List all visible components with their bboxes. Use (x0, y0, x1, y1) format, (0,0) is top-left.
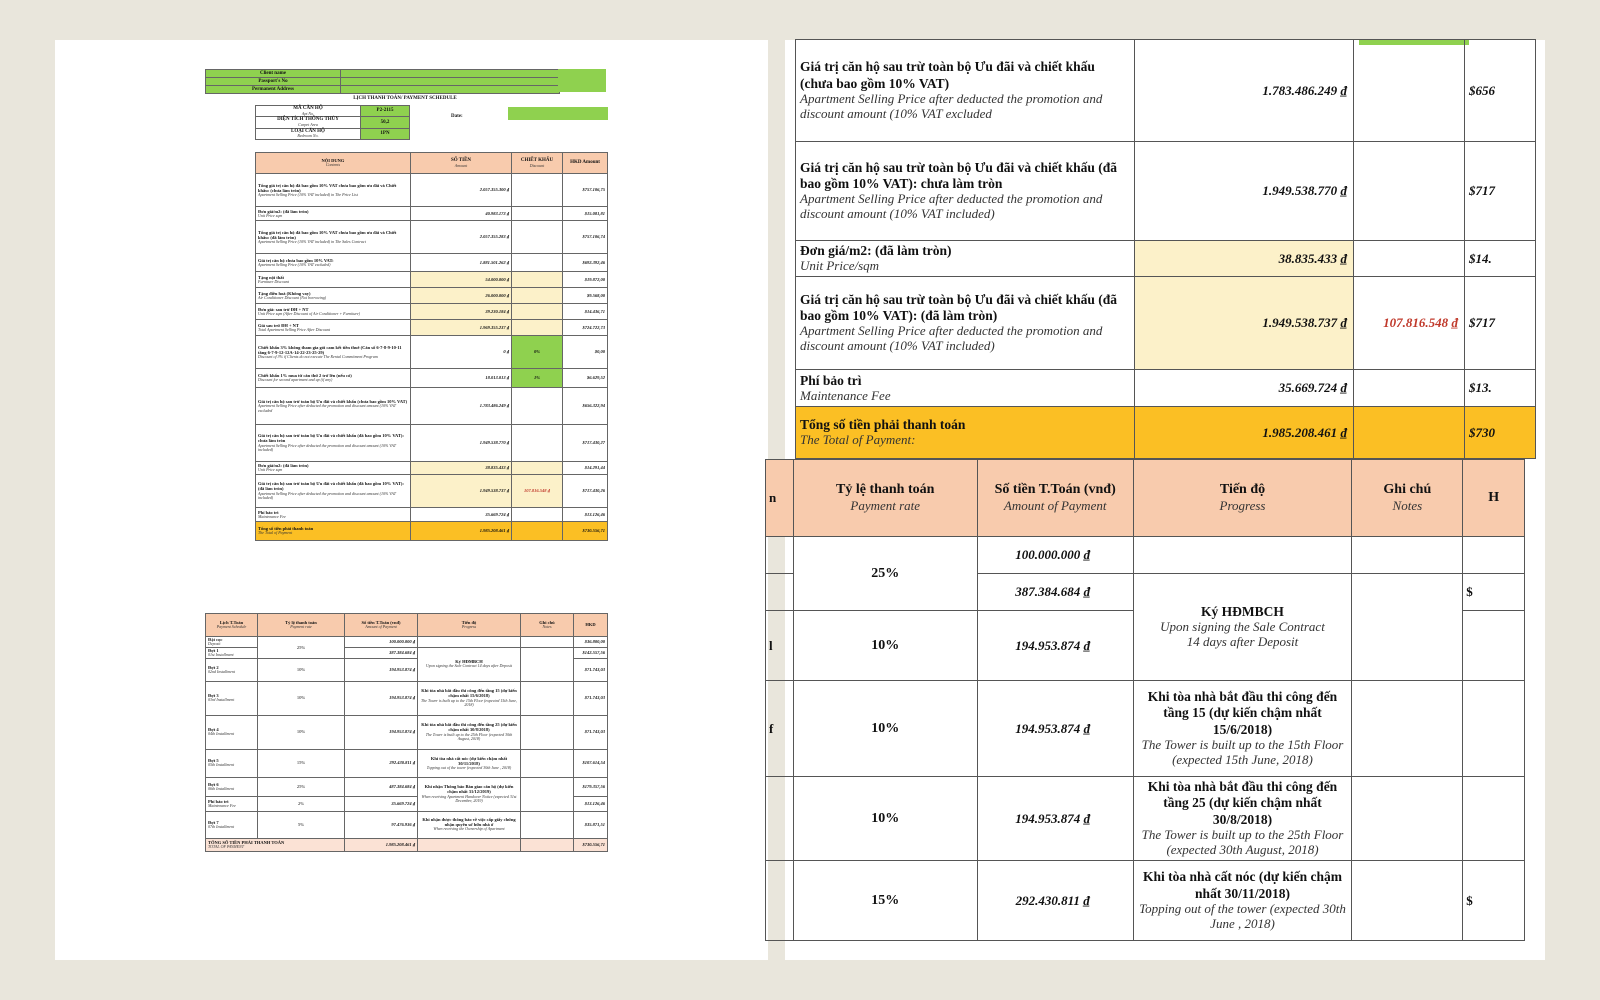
summary-discount (512, 221, 563, 254)
summary-row (256, 336, 608, 369)
summary-discount (512, 272, 563, 288)
pay-rate: 15% (258, 749, 345, 777)
apt-no-value: P2-2115 (361, 106, 410, 117)
zoom-summary-discount: 107.816.548 ₫ (1354, 277, 1465, 370)
zoom-summary-description: Tổng số tiền phải thanh toán The Total of Payment: (796, 407, 1135, 459)
summary-discount (512, 174, 563, 207)
summary-description: Giá sau trừ ĐH + NT Total Apartment Selling Price After Discount (256, 320, 411, 336)
pay-rate: 25% (258, 777, 345, 796)
summary-hkd: $656.322,94 (563, 388, 608, 425)
summary-header-hkd: HKD Amount (563, 153, 608, 174)
pay-header-schedule: Lịch T.Toán Payment Schedule (206, 614, 258, 637)
pay-amount: 100.000.000 ₫ (345, 637, 418, 648)
summary-row (256, 425, 608, 462)
date-label: Date: (451, 114, 463, 119)
summary-amount: 40.983.173 ₫ (411, 207, 512, 221)
zoom-pay-rate: 10% (793, 611, 977, 681)
pay-amount: 292.430.811 ₫ (345, 749, 418, 777)
pay-progress: Khi tòa nhà cất nóc (dự kiến chậm nhất 30/11/2018) Topping out of the tower (expected 30th June , 2018) (418, 749, 521, 777)
zoom-header-hkd: H (1463, 460, 1525, 537)
zoom-pay-progress (1133, 537, 1352, 574)
summary-row (256, 221, 608, 254)
zoom-pay-notes (1352, 861, 1463, 941)
zoomed-sheet-photo (769, 40, 1545, 960)
pay-row-3 (206, 681, 608, 715)
zoom-summary-description: Giá trị căn hộ sau trừ toàn bộ Ưu đãi và chiết khấu (chưa bao gồm 10% VAT) Apartment Selling Price after deducted the promotion and discount amount (10% VAT excluded (796, 40, 1135, 142)
zoom-summary-amount: 1.783.486.249 ₫ (1135, 40, 1354, 142)
summary-hkd: $15.081,81 (563, 207, 608, 221)
pay-rate: 25% (258, 637, 345, 659)
summary-hkd: $14.436,71 (563, 304, 608, 320)
zoom-pay-amount: 194.953.874 ₫ (977, 777, 1133, 861)
zoom-pay-row-3 (766, 681, 1525, 777)
pay-row-6 (206, 777, 608, 796)
summary-hkd: $757.106,75 (563, 174, 608, 207)
zoom-summary-hkd: $717 (1465, 142, 1536, 241)
pay-notes (521, 681, 574, 715)
pay-progress: Khi nhận Thông báo Bàn giao căn hộ (dự kiến chậm nhất 31/12/2019) When receiving Apartment Handover Notice (expected 31st December, 2019) (418, 777, 521, 811)
summary-row (256, 174, 608, 207)
pay-hkd: $71.743,03 (574, 681, 608, 715)
zoom-pay-notes (1352, 537, 1463, 574)
pay-row-7 (206, 811, 608, 838)
apartment-info-table (255, 105, 410, 140)
zoom-pay-progress: Ký HĐMBCH Upon signing the Sale Contract 14 days after Deposit (1133, 574, 1352, 681)
zoom-cut-header: n (766, 460, 794, 537)
pay-row-label: Đợt 4 04th Installment (206, 715, 258, 749)
zoom-summary-description: Giá trị căn hộ sau trừ toàn bộ Ưu đãi và chiết khấu (đã bao gồm 10% VAT): (đã làm tròn) Apartment Selling Price after deducted the promotion and discount amount (10% VAT included) (796, 277, 1135, 370)
summary-amount: 38.835.433 ₫ (411, 462, 512, 475)
summary-description: Giá trị căn hộ sau trừ toàn bộ Ưu đãi và chiết khấu (đã bao gồm 10% VAT): chưa làm tròn Apartment Selling Price after deducted the promotion and discount amount (10% VAT included) (256, 425, 411, 462)
summary-hkd: $19.872,00 (563, 272, 608, 288)
pay-total-row (206, 838, 608, 851)
zoom-summary-row (796, 370, 1536, 407)
zoom-header-rate: Tỷ lệ thanh toán Payment rate (793, 460, 977, 537)
summary-hkd: $13.126,46 (563, 508, 608, 522)
pay-rate: 10% (258, 658, 345, 681)
pay-amount: 194.953.874 ₫ (345, 681, 418, 715)
summary-discount (512, 522, 563, 541)
zoom-header-amount: Số tiền T.Toán (vnđ) Amount of Payment (977, 460, 1133, 537)
bedroom-label: LOẠI CĂN HỘ Bedroom No. (256, 128, 361, 139)
summary-row (256, 254, 608, 272)
summary-amount: 2.057.355.283 ₫ (411, 221, 512, 254)
summary-amount: 2.057.355.300 ₫ (411, 174, 512, 207)
summary-description: Đơn giá/m2: (đã làm tròn) Unit Price sqm (256, 462, 411, 475)
client-info-highlight (558, 69, 606, 92)
zoom-summary-amount: 1.949.538.737 ₫ (1135, 277, 1354, 370)
pay-notes (521, 749, 574, 777)
summary-hkd: $692.392,46 (563, 254, 608, 272)
summary-description: Tặng điều hoà (Không vay) Air Conditioner Discount (Not borrowing) (256, 288, 411, 304)
zoom-summary-amount: 1.949.538.770 ₫ (1135, 142, 1354, 241)
summary-row (256, 462, 608, 475)
zoom-summary-row (796, 241, 1536, 277)
pay-row-4 (206, 715, 608, 749)
pay-hkd: $142.557,56 (574, 647, 608, 658)
schedule-title: LỊCH THANH TOÁN/ PAYMENT SCHEDULE (353, 96, 457, 101)
summary-description: Tặng nội thất Furniture Discount (256, 272, 411, 288)
summary-amount: 0 ₫ (411, 336, 512, 369)
pay-rate: 10% (258, 715, 345, 749)
pay-row-deposit (206, 637, 608, 648)
summary-hkd: $9.568,00 (563, 288, 608, 304)
carpet-area-value: 50,2 (361, 117, 410, 128)
pay-total-progress (418, 838, 521, 851)
zoom-summary-hkd: $656 (1465, 40, 1536, 142)
summary-header-discount: CHIẾT KHẤU Discount (512, 153, 563, 174)
zoom-summary-discount (1354, 40, 1465, 142)
pay-header-rate: Tỷ lệ thanh toán Payment rate (258, 614, 345, 637)
zoom-header-notes: Ghi chú Notes (1352, 460, 1463, 537)
pay-amount: 194.953.874 ₫ (345, 658, 418, 681)
summary-row (256, 508, 608, 522)
summary-row (256, 475, 608, 508)
pay-row-label: Đặt cọc Deposit (206, 637, 258, 648)
pay-total-amount: 1.985.208.461 ₫ (345, 838, 418, 851)
pay-header-notes: Ghi chú Notes (521, 614, 574, 637)
address-value (341, 86, 560, 94)
summary-amount: 1.969.355.237 ₫ (411, 320, 512, 336)
address-label: Permanent Address (206, 86, 341, 94)
summary-hkd: $730.556,71 (563, 522, 608, 541)
zoom-summary-row (796, 40, 1536, 142)
zoom-cut-cell (766, 777, 794, 861)
pay-total-label: TỔNG SỐ TIỀN PHẢI THANH TOÁN TOTAL OF PAYMENT (206, 838, 345, 851)
summary-description: Giá trị căn hộ sau trừ toàn bộ Ưu đãi và chiết khấu (chưa bao gồm 10% VAT) Apartment Selling Price after deducted the promotion and discount amount (10% VAT excluded (256, 388, 411, 425)
zoom-pay-amount: 292.430.811 ₫ (977, 861, 1133, 941)
date-value-box (508, 107, 608, 120)
zoom-pay-rate: 10% (793, 777, 977, 861)
zoom-summary-row (796, 142, 1536, 241)
summary-hkd: $717.430,27 (563, 425, 608, 462)
summary-description: Đơn giá/m2: (đã làm tròn) Unit Price sqm (256, 207, 411, 221)
summary-amount: 39.230.184 ₫ (411, 304, 512, 320)
pay-hkd: $13.126,46 (574, 796, 608, 811)
pay-header-hkd: HKD (574, 614, 608, 637)
passport-label: Passport's No (206, 78, 341, 86)
zoom-pay-amount: 387.384.684 ₫ (977, 574, 1133, 611)
zoom-cut-cell: l (766, 611, 794, 681)
pay-row-label: Đợt 6 06th Installment (206, 777, 258, 796)
pay-row-label: Đợt 1 01st Installment (206, 647, 258, 658)
client-info-table (205, 69, 560, 94)
pay-amount: 487.384.684 ₫ (345, 777, 418, 796)
price-summary-table (255, 152, 608, 541)
zoom-summary-hkd: $717 (1465, 277, 1536, 370)
summary-row (256, 388, 608, 425)
pay-row-label: Phí bảo trì Maintenance Fee (206, 796, 258, 811)
zoom-summary-description: Giá trị căn hộ sau trừ toàn bộ Ưu đãi và chiết khấu (đã bao gồm 10% VAT): chưa làm tròn Apartment Selling Price after deducted the promotion and discount amount (10% VAT included) (796, 142, 1135, 241)
pay-hkd: $36.800,00 (574, 637, 608, 648)
pay-progress (418, 637, 521, 648)
pay-total-hkd: $730.556,71 (574, 838, 608, 851)
zoom-summary-description: Phí bảo trì Maintenance Fee (796, 370, 1135, 407)
carpet-area-label: DIỆN TÍCH THÔNG THỦY Carpet Area (256, 117, 361, 128)
zoom-summary-discount (1354, 241, 1465, 277)
summary-hkd: $0,00 (563, 336, 608, 369)
client-name-value (341, 70, 560, 78)
pay-hkd: $107.614,54 (574, 749, 608, 777)
pay-notes (521, 811, 574, 838)
apt-no-label: MÃ CĂN HỘ Apt No. (256, 106, 361, 117)
zoom-summary-amount: 35.669.724 ₫ (1135, 370, 1354, 407)
summary-amount: 35.669.724 ₫ (411, 508, 512, 522)
summary-amount: 1.783.486.249 ₫ (411, 388, 512, 425)
summary-row (256, 320, 608, 336)
summary-discount: 1% (512, 369, 563, 388)
pay-amount: 35.669.724 ₫ (345, 796, 418, 811)
zoom-pay-hkd: $ (1463, 861, 1525, 941)
zoom-pay-hkd (1463, 777, 1525, 861)
summary-discount: 0% (512, 336, 563, 369)
summary-discount (512, 288, 563, 304)
pay-rate: 10% (258, 681, 345, 715)
summary-hkd: $757.106,74 (563, 221, 608, 254)
zoom-summary-row (796, 277, 1536, 370)
summary-discount (512, 254, 563, 272)
zoom-cut-cell (766, 574, 794, 611)
summary-amount: 1.949.538.737 ₫ (411, 475, 512, 508)
zoom-summary-discount (1354, 142, 1465, 241)
zoom-pay-rate: 25% (793, 537, 977, 611)
zoom-pay-hkd: $ (1463, 574, 1525, 611)
summary-description: Chiết khấu 1% mua từ căn thứ 2 trở lên (nếu có) Discount for second apartment and up (if any) (256, 369, 411, 388)
pay-rate: 5% (258, 811, 345, 838)
summary-discount (512, 320, 563, 336)
summary-row (256, 369, 608, 388)
summary-discount (512, 207, 563, 221)
pay-hkd: $71.743,03 (574, 715, 608, 749)
summary-amount: 54.000.000 ₫ (411, 272, 512, 288)
pay-row-label: Đợt 3 03rd Installment (206, 681, 258, 715)
zoom-header-progress: Tiến độ Progress (1133, 460, 1352, 537)
pay-amount: 387.384.684 ₫ (345, 647, 418, 658)
summary-description: Tổng giá trị căn hộ đã bao gồm 10% VAT chưa bao gồm ưu đãi và Chiết khấu: (đã làm tròn) Apartment Selling Price (10% VAT included) in The Sales Contract (256, 221, 411, 254)
zoom-pay-hkd (1463, 611, 1525, 681)
zoom-pay-amount: 194.953.874 ₫ (977, 681, 1133, 777)
zoom-pay-progress: Khi tòa nhà bắt đầu thi công đến tầng 25 (dự kiến chậm nhất 30/8/2018) The Tower is built up to the 25th Floor (expected 30th August, 2018) (1133, 777, 1352, 861)
summary-discount (512, 508, 563, 522)
summary-header-contents: NỘI DUNG Contents (256, 153, 411, 174)
summary-amount: 1.985.208.461 ₫ (411, 522, 512, 541)
pay-rate: 2% (258, 796, 345, 811)
summary-description: Đơn giá: sau trừ ĐH + NT Unit Price sqm (After Discount of Air Conditioner + Furniture) (256, 304, 411, 320)
pay-progress: Khi nhận được thông báo về việc cấp giấy chứng nhận quyền sở hữu nhà ở When receiving the Ownership of Apartment (418, 811, 521, 838)
zoom-pay-amount: 100.000.000 ₫ (977, 537, 1133, 574)
pay-header-amount: Số tiền T.Toán (vnđ) Amount of Payment (345, 614, 418, 637)
zoom-summary-discount (1354, 407, 1465, 459)
zoom-pay-row-5 (766, 861, 1525, 941)
summary-description: Phí bảo trì Maintenance Fee (256, 508, 411, 522)
summary-hkd: $724.722,73 (563, 320, 608, 336)
zoom-pay-amount: 194.953.874 ₫ (977, 611, 1133, 681)
pay-hkd: $179.357,56 (574, 777, 608, 796)
zoom-pay-progress: Khi tòa nhà bắt đầu thi công đến tầng 15 (dự kiến chậm nhất 15/6/2018) The Tower is built up to the 15th Floor (expected 15th June, 2018) (1133, 681, 1352, 777)
zoom-summary-row (796, 407, 1536, 459)
zoom-cut-cell (766, 537, 794, 574)
zoom-summary-amount: 38.835.433 ₫ (1135, 241, 1354, 277)
zoom-summary-hkd: $13. (1465, 370, 1536, 407)
zoom-payment-table (765, 459, 1525, 941)
pay-notes (521, 777, 574, 811)
summary-description: Chiết khấu 3% không tham gia gói cam kết tiền thuê (Căn số 6-7-8-9-10-11 tầng 6-7-9-12-12A-14-22-23-25-29) Discount of 3% if Clients do not execute The Rental Commitment Program (256, 336, 411, 369)
pay-hkd: $35.871,51 (574, 811, 608, 838)
zoom-summary-hkd: $14. (1465, 241, 1536, 277)
zoom-pay-rate: 10% (793, 681, 977, 777)
pay-amount: 194.953.874 ₫ (345, 715, 418, 749)
zoom-pay-progress: Khi tòa nhà cất nóc (dự kiến chậm nhất 30/11/2018) Topping out of the tower (expected 30th June , 2018) (1133, 861, 1352, 941)
summary-discount (512, 388, 563, 425)
full-sheet-photo (55, 40, 768, 960)
zoom-summary-description: Đơn giá/m2: (đã làm tròn) Unit Price/sqm (796, 241, 1135, 277)
client-name-label: Client name (206, 70, 341, 78)
summary-header-amount: SỐ TIỀN Amount (411, 153, 512, 174)
pay-amount: 97.476.936 ₫ (345, 811, 418, 838)
summary-hkd: $6.629,52 (563, 369, 608, 388)
pay-progress: Khi tòa nhà bắt đầu thi công đến tầng 25 (dự kiến chậm nhất 30/8/2018) The Tower is built up to the 25th Floor (expected 30th August, 2018) (418, 715, 521, 749)
summary-description: Giá trị căn hộ sau trừ toàn bộ Ưu đãi và chiết khấu (đã bao gồm 10% VAT): (đã làm tròn) Apartment Selling Price after deducted the promotion and discount amount (10% VAT included) (256, 475, 411, 508)
summary-hkd: $14.291,44 (563, 462, 608, 475)
summary-amount: 1.949.538.770 ₫ (411, 425, 512, 462)
pay-progress: Khi tòa nhà bắt đầu thi công đến tầng 15 (dự kiến chậm nhất 15/6/2018) The Tower is built up to the 15th Floor (expected 15th June, 2018) (418, 681, 521, 715)
payment-schedule-table (205, 613, 608, 852)
summary-amount: 1.881.501.262 ₫ (411, 254, 512, 272)
summary-row (256, 304, 608, 320)
summary-description: Giá trị căn hộ chưa bao gồm 10% VAT: Apartment Selling Price (10% VAT excluded) (256, 254, 411, 272)
pay-notes (521, 637, 574, 648)
zoom-pay-notes (1352, 777, 1463, 861)
bedroom-value: 1PN (361, 128, 410, 139)
pay-hkd: $71.743,03 (574, 658, 608, 681)
summary-discount (512, 462, 563, 475)
zoom-summary-discount (1354, 370, 1465, 407)
summary-row (256, 288, 608, 304)
zoom-summary-hkd: $730 (1465, 407, 1536, 459)
pay-total-notes (521, 838, 574, 851)
zoom-cut-cell (766, 861, 794, 941)
summary-description: Tổng số tiền phải thanh toán The Total of Payment (256, 522, 411, 541)
zoom-pay-row-4 (766, 777, 1525, 861)
pay-row-label: Đợt 2 02nd Installment (206, 658, 258, 681)
pay-progress: Ký HĐMBCH Upon signing the Sale Contract 14 days after Deposit (418, 647, 521, 681)
zoom-cut-cell: f (766, 681, 794, 777)
summary-discount: 107.816.548 ₫ (512, 475, 563, 508)
zoom-pay-hkd (1463, 681, 1525, 777)
summary-row (256, 522, 608, 541)
summary-description: Tổng giá trị căn hộ đã bao gồm 10% VAT chưa bao gồm ưu đãi và Chiết khấu: (chưa làm tròn) Apartment Selling Price (10% VAT included) in The Price List (256, 174, 411, 207)
pay-row-label: Đợt 5 05th Installment (206, 749, 258, 777)
pay-header-progress: Tiến độ Progress (418, 614, 521, 637)
summary-row (256, 272, 608, 288)
zoom-pay-rate: 15% (793, 861, 977, 941)
zoom-summary-amount: 1.985.208.461 ₫ (1135, 407, 1354, 459)
zoom-pay-notes (1352, 574, 1463, 681)
pay-row-5 (206, 749, 608, 777)
zoom-pay-row-deposit (766, 537, 1525, 574)
summary-row (256, 207, 608, 221)
summary-amount: 26.000.000 ₫ (411, 288, 512, 304)
summary-amount: 18.013.013 ₫ (411, 369, 512, 388)
zoom-pay-hkd (1463, 537, 1525, 574)
pay-notes (521, 715, 574, 749)
passport-value (341, 78, 560, 86)
summary-hkd: $717.430,26 (563, 475, 608, 508)
pay-notes (521, 647, 574, 681)
pay-row-label: Đợt 7 07th Installment (206, 811, 258, 838)
summary-discount (512, 425, 563, 462)
summary-discount (512, 304, 563, 320)
zoom-summary-table (795, 39, 1536, 459)
zoom-pay-notes (1352, 681, 1463, 777)
